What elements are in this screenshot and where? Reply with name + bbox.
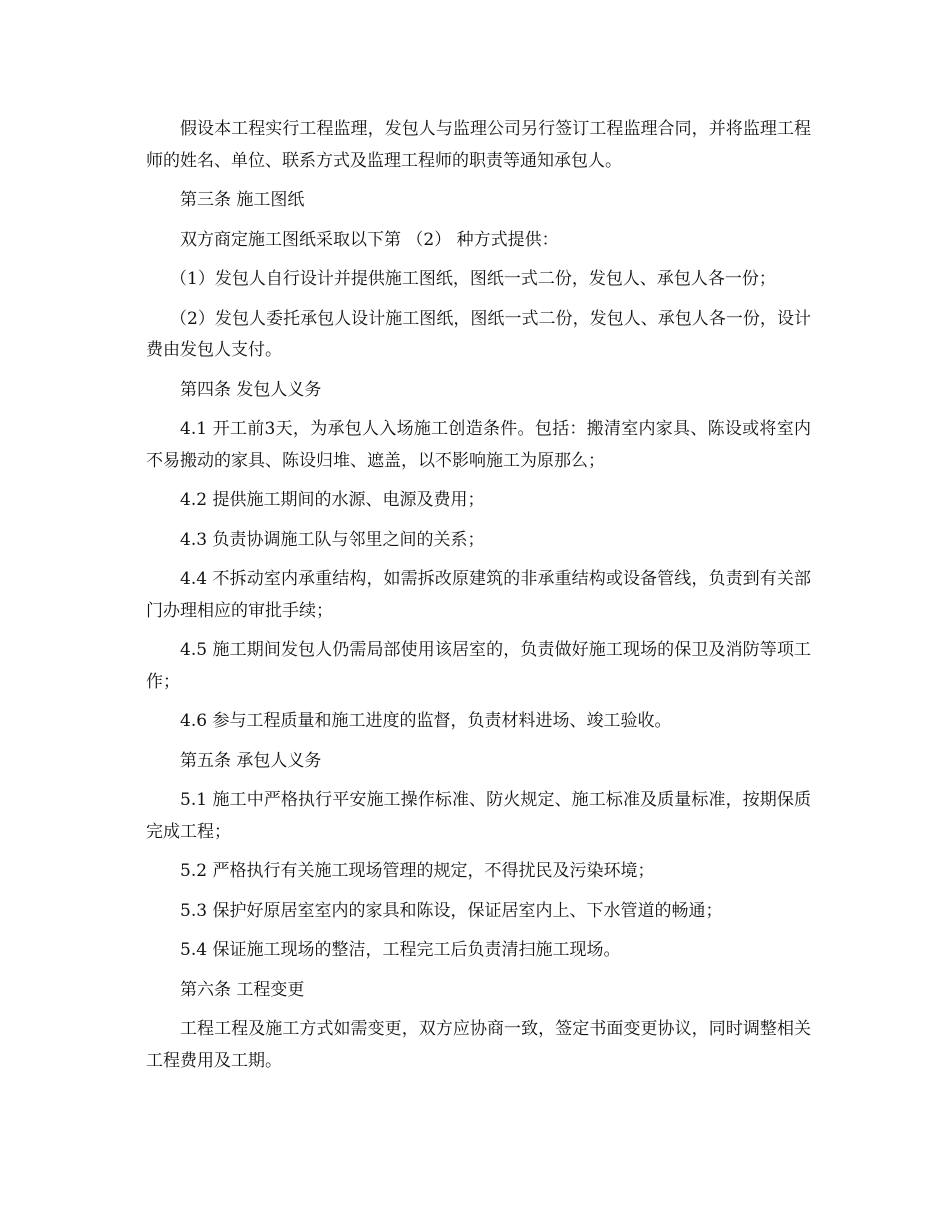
paragraph-supervision: 假设本工程实行工程监理，发包人与监理公司另行签订工程监理合同，并将监理工程师的姓名、单位、联系方式及监理工程师的职责等通知承包人。 — [146, 119, 811, 171]
clause-5-4: 5.4 保证施工现场的整洁，工程完工后负责清扫施工现场。 — [180, 940, 621, 960]
paragraph-change: 工程工程及施工方式如需变更，双方应协商一致，签定书面变更协议，同时调整相关工程费用及工期。 — [146, 1019, 811, 1071]
article-4-heading: 第四条 发包人义务 — [180, 379, 322, 400]
clause-5-2: 5.2 严格执行有关施工现场管理的规定，不得扰民及污染环境； — [180, 861, 655, 881]
article-6-heading: 第六条 工程变更 — [180, 979, 305, 1000]
article-5-heading: 第五条 承包人义务 — [180, 750, 322, 771]
paragraph-drawing-method: 双方商定施工图纸采取以下第 （2） 种方式提供： — [180, 229, 559, 250]
article-3-heading: 第三条 施工图纸 — [180, 190, 305, 210]
clause-5-3: 5.3 保护好原居室室内的家具和陈设，保证居室内上、下水管道的畅通； — [180, 900, 723, 921]
document-body — [146, 114, 811, 1085]
paragraph-option-2: （2）发包人委托承包人设计施工图纸，图纸一式二份，发包人、承包人各一份，设计 费由发包人支付。 — [146, 308, 811, 360]
clause-4-6: 4.6 参与工程质量和施工进度的监督，负责材料进场、竣工验收。 — [180, 711, 672, 731]
clause-5-1: 5.1 施工中严格执行平安施工操作标准、防火规定、施工标准及质量标准，按期保质完成工程； — [146, 790, 811, 842]
clause-4-2: 4.2 提供施工期间的水源、电源及费用； — [180, 490, 485, 510]
paragraph-option-1: （1）发包人自行设计并提供施工图纸，图纸一式二份，发包人、承包人各一份； — [170, 269, 776, 289]
clause-4-4: 4.4 不拆动室内承重结构，如需拆改原建筑的非承重结构或设备管线，负责到有关部门办理相应的审批手续； — [146, 569, 811, 621]
clause-4-1: 4.1 开工前3天，为承包人入场施工创造条件。包括：搬清室内家具、陈设或将室内不易搬动的家具、陈设归堆、遮盖，以不影响施工为原那么； — [146, 419, 811, 471]
clause-4-3: 4.3 负责协调施工队与邻里之间的关系； — [180, 529, 485, 550]
clause-4-5: 4.5 施工期间发包人仍需局部使用该居室的，负责做好施工现场的保卫及消防等项工作； — [146, 640, 811, 692]
